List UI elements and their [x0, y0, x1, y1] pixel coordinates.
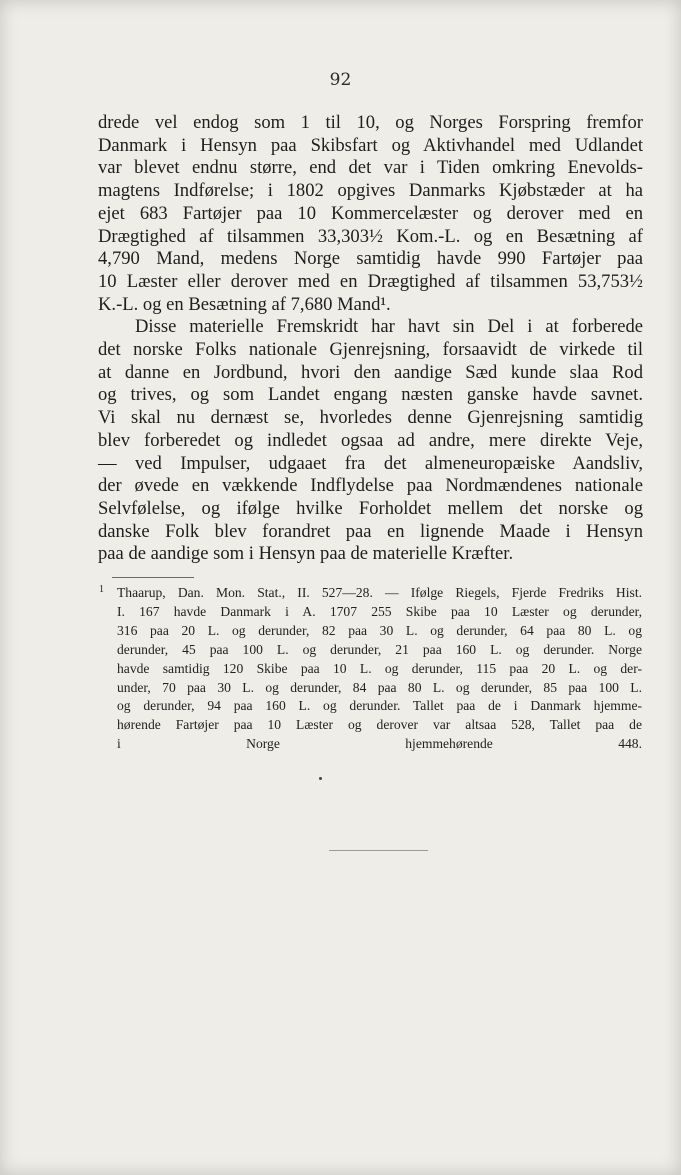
body-line: ejet 683 Fartøjer paa 10 Kommercelæster og derover med en [98, 202, 643, 224]
body-line: danske Folk blev forandret paa en lignende Maade i Hensyn [98, 520, 643, 542]
body-line: og trives, og som Landet engang næsten ganske havde savnet. [98, 384, 643, 406]
body-line: 10 Læster eller derover med en Drægtighed af tilsammen 53,753½ [98, 270, 643, 292]
body-line: 4,790 Mand, medens Norge samtidig havde 990 Fartøjer paa [98, 248, 643, 270]
body-line: blev forberedet og indledet ogsaa ad andre, mere direkte Veje, [98, 429, 643, 451]
body-line: paa de aandige som i Hensyn paa de materielle Kræfter. [98, 543, 514, 565]
body-line: drede vel endog som 1 til 10, og Norges Forspring fremfor [98, 112, 643, 133]
body-line: Drægtighed af tilsammen 33,303½ Kom.-L. og en Besætning af [98, 225, 643, 247]
body-line: Danmark i Hensyn paa Skibsfart og Aktivhandel med Udlandet [98, 134, 643, 156]
footnote-line: havde samtidig 120 Skibe paa 10 L. og derunder, 115 paa 20 L. og der- [117, 660, 642, 676]
page-number: 92 [329, 70, 352, 90]
ink-speck [319, 777, 322, 780]
footnote-marker: 1 [99, 584, 104, 595]
body-line: — ved Impulser, udgaaet fra det almeneuropæiske Aandsliv, [98, 452, 643, 474]
footnote-line: I. 167 havde Danmark i A. 1707 255 Skibe paa 10 Læster og derunder, [117, 603, 642, 619]
body-text [98, 112, 643, 566]
footnote [99, 584, 642, 754]
body-line: var blevet endnu større, end det var i Tiden omkring Enevolds- [98, 157, 643, 179]
footnote-line: Thaarup, Dan. Mon. Stat., II. 527—28. — Ifølge Riegels, Fjerde Fredriks Hist. [117, 585, 642, 600]
body-line: K.-L. og en Besætning af 7,680 Mand¹. [98, 293, 391, 315]
body-line: Vi skal nu dernæst se, hvorledes denne Gjenrejsning samtidig [98, 407, 643, 429]
footnote-line: derunder, 45 paa 100 L. og derunder, 21 paa 160 L. og derunder. Norge [117, 641, 642, 657]
body-line: Selvfølelse, og ifølge hvilke Forholdet mellem det norske og [98, 497, 643, 519]
footnote-line: og derunder, 94 paa 160 L. og derunder. Tallet paa de i Danmark hjemme- [117, 698, 642, 714]
body-line: Disse materielle Fremskridt har havt sin Del i at forberede [135, 316, 643, 338]
footnote-line: under, 70 paa 30 L. og derunder, 84 paa 80 L. og derunder, 85 paa 100 L. [117, 679, 642, 695]
body-line: at danne en Jordbund, hvori den aandige Sæd kunde slaa Rod [98, 361, 643, 383]
body-line: det norske Folks nationale Gjenrejsning, forsaavidt de virkede til [98, 339, 643, 361]
footnote-line: 316 paa 20 L. og derunder, 82 paa 30 L. og derunder, 64 paa 80 L. og [117, 622, 642, 638]
body-line: magtens Indførelse; i 1802 opgives Danmarks Kjøbstæder at ha [98, 180, 643, 202]
body-line: der øvede en vækkende Indflydelse paa Nordmændenes nationale [98, 475, 643, 497]
footnote-line: hørende Fartøjer paa 10 Læster og derover var altsaa 528, Tallet paa de [117, 717, 642, 733]
bottom-rule [329, 850, 428, 851]
footnote-line: i Norge hjemmehørende 448. [117, 736, 642, 752]
footnote-divider [112, 577, 194, 578]
